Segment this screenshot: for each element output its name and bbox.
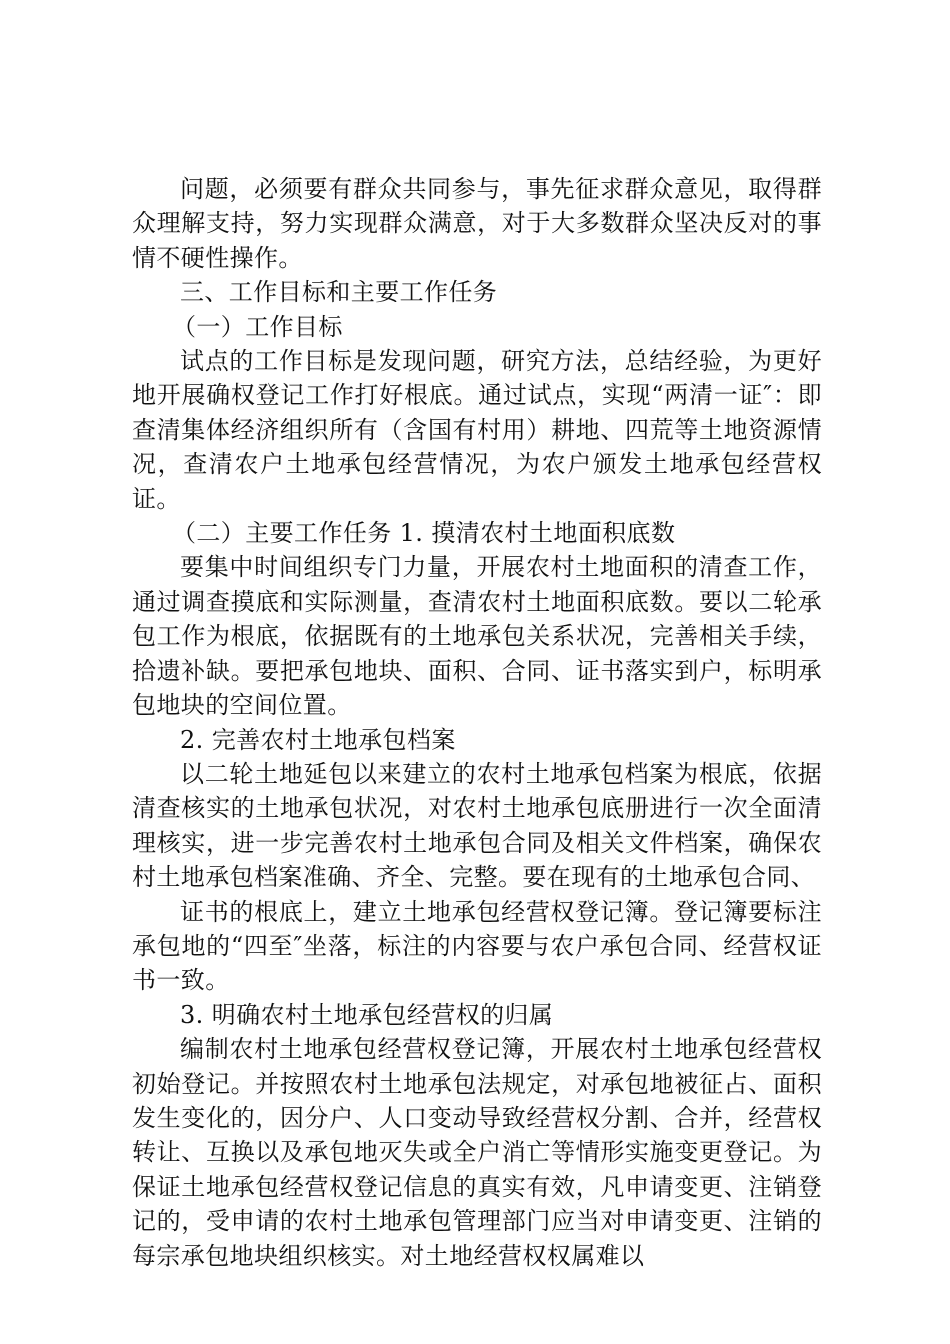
task-heading-ownership: 3. 明确农村土地承包经营权的归属 bbox=[180, 1000, 554, 1029]
paragraph-work-goal: 试点的工作目标是发现问题，研究方法，总结经验，为更好地开展确权登记工作打好根底。通过试点，实现“两清一证″：即查清集体经济组织所有（含国有村用）耕地、四荒等土地资源情况，查清农户土地承包经营情况，为农户颁发土地承包经营权证。 bbox=[132, 347, 822, 513]
subsection-heading-main-tasks: （二）主要工作任务 1. 摸清农村土地面积底数 bbox=[172, 519, 676, 548]
paragraph-land-survey: 要集中时间组织专门力量，开展农村土地面积的清查工作，通过调查摸底和实际测量，查清农村土地面积底数。要以二轮承包工作为根底，依据既有的土地承包关系状况，完善相关手续，拾遗补缺。要把承包地块、面积、合同、证书落实到户，标明承包地块的空间位置。 bbox=[132, 553, 822, 720]
paragraph-intro-continuation: 问题，必须要有群众共同参与，事先征求群众意见，取得群众理解支持，努力实现群众满意，对于大多数群众坚决反对的事情不硬性操作。 bbox=[132, 175, 822, 272]
document-body bbox=[132, 172, 822, 1273]
section-heading-goals-tasks: 三、工作目标和主要工作任务 bbox=[180, 278, 498, 307]
paragraph-register-book: 证书的根底上，建立土地承包经营权登记簿。登记簿要标注承包地的“四至″坐落，标注的内容要与农户承包合同、经营权证书一致。 bbox=[132, 897, 822, 995]
paragraph-archives: 以二轮土地延包以来建立的农村土地承包档案为根底，依据清查核实的土地承包状况，对农村土地承包底册进行一次全面清理核实，进一步完善农村土地承包合同及相关文件档案，确保农村土地承包档案准确、齐全、完整。要在现有的土地承包合同、 bbox=[132, 759, 822, 892]
subsection-heading-work-goal: （一）工作目标 bbox=[172, 312, 343, 341]
paragraph-ownership: 编制农村土地承包经营权登记簿，开展农村土地承包经营权初始登记。并按照农村土地承包法规定，对承包地被征占、面积发生变化的，因分户、人口变动导致经营权分割、合并，经营权转让、互换以及承包地灭失或全户消亡等情形实施变更登记。为保证土地承包经营权登记信息的真实有效，凡申请变更、注销登记的，受申请的农村土地承包管理部门应当对申请变更、注销的每宗承包地块组织核实。对土地经营权权属难以 bbox=[132, 1035, 822, 1270]
task-heading-archives: 2. 完善农村土地承包档案 bbox=[180, 725, 456, 754]
